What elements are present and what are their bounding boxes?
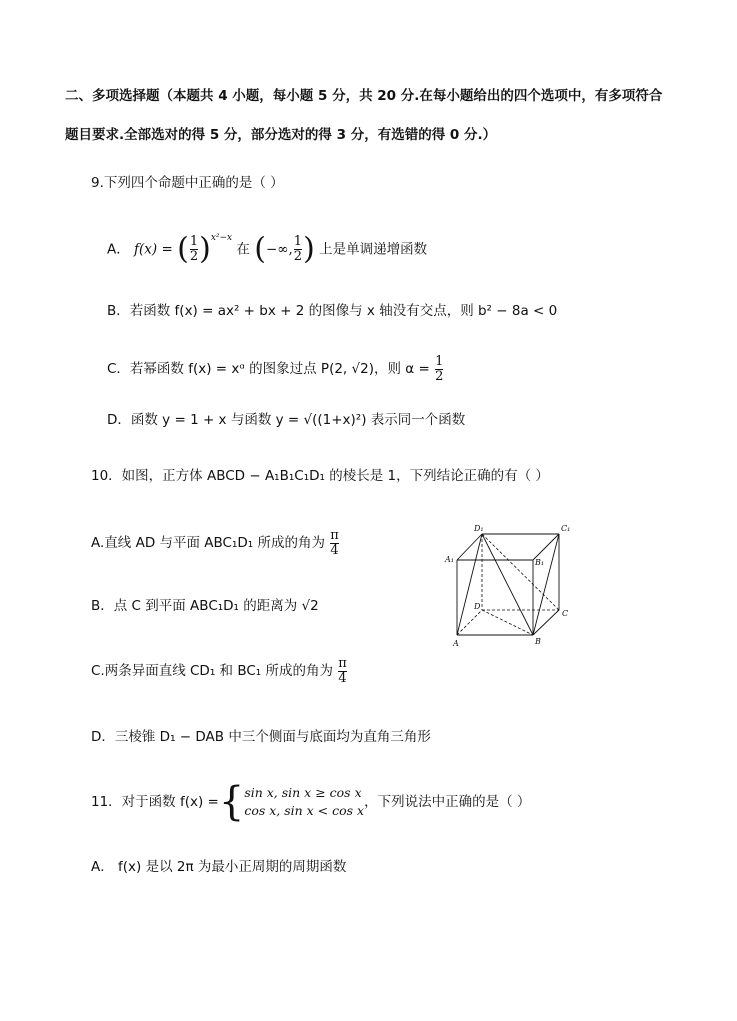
q10-option-a xyxy=(91,528,340,558)
q10-a-text: A.直线 AD 与平面 ABC₁D₁ 所成的角为 xyxy=(91,535,325,551)
q9-option-a: A． f(x) = ( $\frac{1}{2}$ )$^{x^2-x}$ 在 (−∞, $\frac{1}{2}$ ) 上是单调递增函数 xyxy=(107,231,428,267)
edge-bc1 xyxy=(533,534,559,635)
q10-option-d: D．三棱锥 D₁ − DAB 中三个侧面与底面均为直角三角形 xyxy=(91,729,431,745)
q10-option-b: B．点 C 到平面 ABC₁D₁ 的距离为 √2 xyxy=(91,598,319,614)
q9-a-neg-inf: −∞, xyxy=(265,241,293,258)
q11-stem: 11．对于函数 f(x) ={ sin x, sin x ≥ cos x cos x, sin x < cos x ，下列说法中正确的是（ ） xyxy=(91,779,531,825)
section-heading-line1: 二、多项选择题（本题共 4 小题，每小题 5 分，共 20 分.在每小题给出的四个选项中，有多项符合 xyxy=(65,88,663,104)
q9-a-label: A． xyxy=(107,241,130,258)
edge-ad-hidden xyxy=(457,610,482,635)
edge-b1c1 xyxy=(533,534,559,560)
label-d1: D₁ xyxy=(474,524,484,533)
label-b: B xyxy=(535,637,541,646)
q9-a-func: f(x) = xyxy=(134,241,173,258)
edge-ad1 xyxy=(457,534,482,635)
q9-option-d: D．函数 y = 1 + x 与函数 y = √((1+x)²) 表示同一个函数 xyxy=(107,412,466,428)
label-c1: C₁ xyxy=(561,524,571,533)
q10-a-fraction: $\frac{\pi}{4}$ xyxy=(330,527,339,558)
label-d: D xyxy=(474,602,481,611)
q9-a-fraction: $\frac{1}{2}$ xyxy=(189,234,199,264)
label-a1: A₁ xyxy=(445,555,454,564)
q9-option-b: B．若函数 f(x) = ax² + bx + 2 的图像与 x 轴没有交点，则 b² − 8a < 0 xyxy=(107,303,558,319)
q11-stem-suffix: ，下列说法中正确的是（ ） xyxy=(364,794,531,810)
q10-stem: 10．如图，正方体 ABCD − A₁B₁C₁D₁ 的棱长是 1，下列结论正确的有（ ） xyxy=(91,468,549,484)
q9-c-fraction: $\frac{1}{2}$ xyxy=(435,353,444,384)
q9-a-interval-fraction: $\frac{1}{2}$ xyxy=(293,234,303,264)
edge-a1d1 xyxy=(457,534,482,560)
label-b1: B₁ xyxy=(535,558,545,567)
q9-a-exponent: x²−x xyxy=(210,233,233,243)
label-a: A xyxy=(453,639,459,648)
edge-bd1 xyxy=(482,534,533,635)
q9-a-tail: 上是单调递增函数 xyxy=(319,241,428,258)
q10-c-text: C.两条异面直线 CD₁ 和 BC₁ 所成的角为 xyxy=(91,663,333,679)
label-c: C xyxy=(562,609,569,618)
section-heading-line2: 题目要求.全部选对的得 5 分，部分选对的得 3 分，有选错的得 0 分.） xyxy=(65,127,497,143)
q9-c-text: C．若幂函数 f(x) = xᵅ 的图象过点 P(2, √2)，则 α = xyxy=(107,361,430,377)
q11-stem-prefix: 11．对于函数 f(x) = xyxy=(91,794,219,810)
q11-case-2: cos x, sin x < cos x xyxy=(244,803,365,818)
edge-bc xyxy=(533,610,559,635)
q11-case-1: sin x, sin x ≥ cos x xyxy=(244,785,362,800)
q11-cases xyxy=(244,784,364,820)
q9-option-c xyxy=(107,354,444,384)
q11-option-a: A． f(x) 是以 2π 为最小正周期的周期函数 xyxy=(91,859,347,875)
q9-stem: 9.下列四个命题中正确的是（ ） xyxy=(91,175,284,191)
q10-c-fraction: $\frac{\pi}{4}$ xyxy=(338,655,347,686)
q10-option-c xyxy=(91,656,348,686)
q9-a-in: 在 xyxy=(236,241,250,258)
cube-figure xyxy=(440,520,580,650)
edge-db-hidden xyxy=(482,610,533,635)
